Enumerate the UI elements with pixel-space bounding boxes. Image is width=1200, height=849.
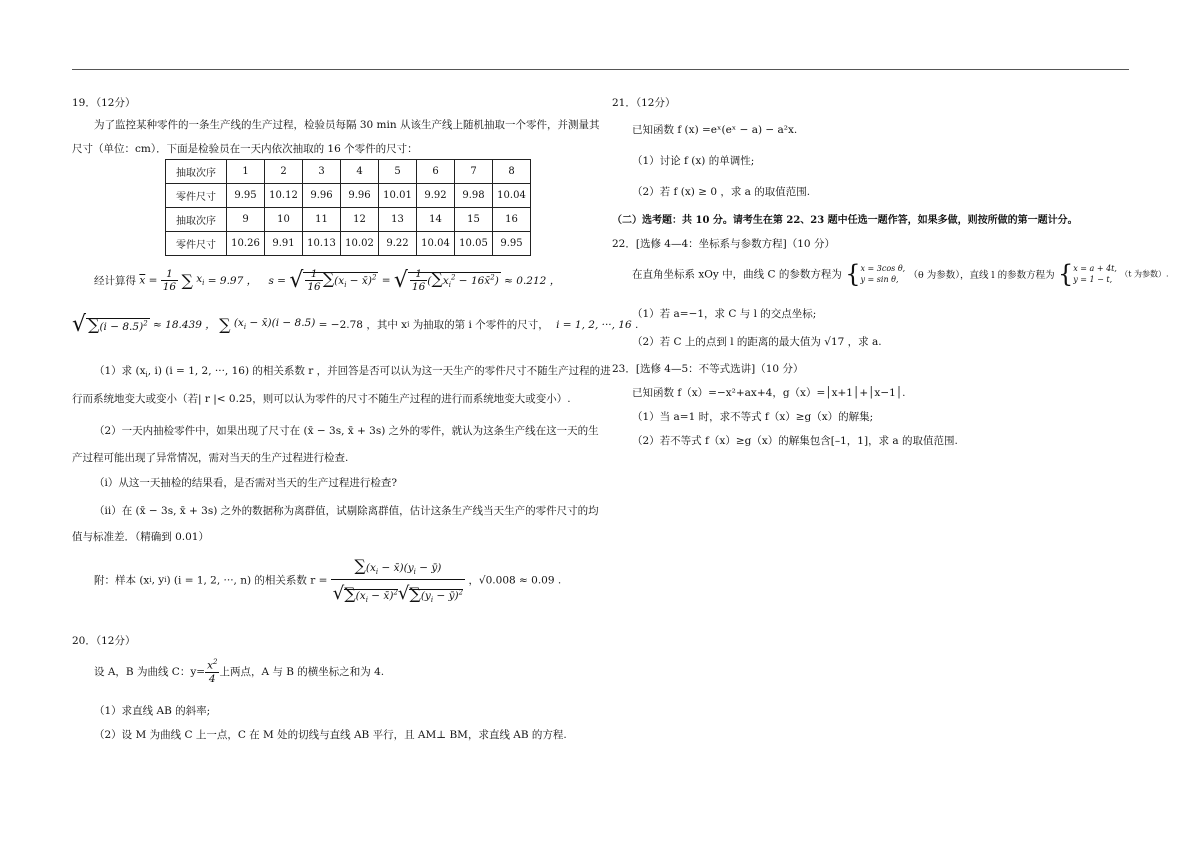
table-cell: 10.26 [227, 232, 265, 256]
q19-part2-i: （ⅰ）从这一天抽检的结果看，是否需对当天的生产过程进行检查? [94, 477, 397, 489]
q22-intro: 在直角坐标系 xOy 中，曲线 C 的参数方程为 {x = 3cos θ, y = sin θ, （θ 为参数），直线 l 的参数方程为 {x = a + 4t, y = 1 − t, （t 为参数）. [632, 260, 1169, 288]
appendix-label: ) (i = 1, 2, ···, n) 的相关系数 r = [166, 574, 328, 587]
table-cell: 9.22 [379, 232, 417, 256]
q20-part2: （2）设 M 为曲线 C 上一点，C 在 M 处的切线与直线 AB 平行，且 AM⊥ BM，求直线 AB 的方程. [94, 729, 567, 741]
q19-part1-line2: 行而系统地变大或变小（若| r |< 0.25，则可以认为零件的尺寸不随生产过程的进行而系统地变大或变小）. [72, 393, 571, 405]
table-cell: 3 [303, 160, 341, 184]
table-cell: 9.98 [455, 184, 493, 208]
table-cell: 8 [493, 160, 531, 184]
q19-intro-line2: 尺寸（单位：cm）．下面是检验员在一天内依次抽取的 16 个零件的尺寸： [72, 143, 418, 155]
table-row [166, 232, 531, 256]
table-cell: 10.02 [341, 232, 379, 256]
table-cell: 14 [417, 208, 455, 232]
line-param-system [1073, 263, 1117, 285]
table-cell: 9.96 [303, 184, 341, 208]
q22-part1: （1）若 a=−1，求 C 与 l 的交点坐标; [632, 308, 817, 320]
table-cell: 1 [227, 160, 265, 184]
q19-part2-ii-line2: 值与标准差．（精确到 0.01） [72, 531, 209, 543]
q21-heading: 21．（12分） [612, 97, 676, 109]
q19-part2-line2: 产过程可能出现了异常情况，需对当天的生产过程进行检查. [72, 452, 349, 464]
table-cell-label: 零件尺寸 [166, 232, 227, 256]
q19-intro-line1: 为了监控某种零件的一条生产线的生产过程，检验员每隔 30 min 从该生产线上随机抽取一个零件，并测量其 [94, 119, 600, 131]
table-cell: 12 [341, 208, 379, 232]
table-row [166, 208, 531, 232]
calc-note: 为抽取的第 i 个零件的尺寸， [412, 319, 549, 331]
q22-part2: （2）若 C 上的点到 l 的距离的最大值为 √17 ，求 a. [632, 336, 882, 348]
q20-intro [94, 658, 384, 692]
q19-part2-ii-line1: （ⅱ）在 (x̄ − 3s, x̄ + 3s) 之外的数据称为离群值，试剔除离群值，估计这条生产线当天生产的零件尺寸的均 [94, 505, 599, 517]
table-cell: 10.04 [417, 232, 455, 256]
table-cell: 2 [265, 160, 303, 184]
appendix-prefix: 附：样本 (x [94, 574, 150, 587]
table-cell: 16 [493, 208, 531, 232]
table-cell: 10.04 [493, 184, 531, 208]
q21-part2: （2）若 f (x) ≥ 0 ，求 a 的取值范围. [632, 186, 811, 198]
q19-part2-line1: （2）一天内抽检零件中，如果出现了尺寸在 (x̄ − 3s, x̄ + 3s) 之外的零件，就认为这条生产线在这一天的生 [94, 425, 599, 437]
calc-s-value: ≈ 0.212 ， [504, 275, 561, 287]
optional-section-heading: （二）选考题：共 10 分。请考生在第 22、23 题中任选一题作答，如果多做，则按所做的第一题计分。 [612, 215, 1078, 226]
table-cell: 10.12 [265, 184, 303, 208]
q22-heading: 22．[选修 4—4：坐标系与参数方程]（10 分） [612, 238, 835, 250]
table-row [166, 160, 531, 184]
table-cell: 13 [379, 208, 417, 232]
q23-intro: 已知函数 f（x）=−x²+ax+4，g（x）=│x+1│+│x−1│. [632, 387, 906, 399]
q20-intro-b: 上两点，A 与 B 的横坐标之和为 4. [219, 665, 385, 678]
table-cell: 9.96 [341, 184, 379, 208]
q20-intro-a: 设 A，B 为曲线 C：y= [94, 665, 206, 678]
table-cell: 9 [227, 208, 265, 232]
q21-intro: 已知函数 f (x) =eˣ(eˣ − a) − a²x. [632, 124, 798, 136]
line-param-y: y = 1 − t, [1073, 275, 1113, 284]
table-cell: 9.95 [493, 232, 531, 256]
header-rule [72, 69, 1129, 70]
table-cell-label: 零件尺寸 [166, 184, 227, 208]
table-cell: 7 [455, 160, 493, 184]
table-cell: 4 [341, 160, 379, 184]
table-cell: 6 [417, 160, 455, 184]
table-cell: 10.01 [379, 184, 417, 208]
table-cell: 9.91 [265, 232, 303, 256]
q22-intro-c: （t 为参数）. [1120, 269, 1169, 279]
table-cell-label: 抽取次序 [166, 208, 227, 232]
table-cell: 10.13 [303, 232, 341, 256]
table-row [166, 184, 531, 208]
appendix-sqrt-approx: ，√0.008 ≈ 0.09 . [468, 574, 562, 587]
curve-param-y: y = sin θ, [860, 275, 899, 284]
calc-cov-value: = −2.78 ，其中 x [318, 319, 408, 331]
q19-part1-line1: （1）求 ($x_i$, i) (i = 1, 2, ···, 16) 的相关系数 r ，并回答是否可以认为这一天生产的零件尺寸不随生产过程的进 [94, 365, 611, 380]
q19-heading: 19．（12分） [72, 97, 136, 109]
sample-table [165, 159, 531, 256]
table-cell: 10.05 [455, 232, 493, 256]
calc-line-1: 经计算得 $\overline{x}$ = $\frac{1}{16}$ ∑ $x_i = 9.97$ ， s = √ $\frac{1}{16}$ $\sum(x_i$ − x̄)$^2$ = √ $\frac{1}{16}$ ($\sum x_i^2$ − 16x̄$^2$) ≈ 0.212 ， [94, 268, 561, 293]
correlation-fraction: $\frac{\sum(x_i - x̄)(y_i - ȳ)}{√\sum(x_i - x̄)^2√\sum(y_i - ȳ)^2}$ [332, 556, 464, 605]
curve-param-x: x = 3cos θ, [860, 264, 906, 273]
table-cell: 11 [303, 208, 341, 232]
table-cell: 15 [455, 208, 493, 232]
calc-prefix: 经计算得 [94, 275, 136, 287]
table-cell-label: 抽取次序 [166, 160, 227, 184]
calc-index-range: i = 1, 2, ···, 16 . [556, 318, 639, 331]
curve-param-system [860, 263, 905, 285]
table-cell: 9.92 [417, 184, 455, 208]
q21-part1: （1）讨论 f (x) 的单调性; [632, 155, 755, 167]
appendix-formula: 附：样本 (xi, yi) (i = 1, 2, ···, n) 的相关系数 r = $\frac{\sum(x_i - x̄)(y_i - ȳ)}{√\sum(x_i - x̄)^2√\sum(y_i - ȳ)^2}$ ，√0.008 ≈ 0.09 . [94, 556, 562, 605]
calc-mean-value: = 9.97 ， [207, 275, 258, 287]
q23-part1: （1）当 a=1 时，求不等式 f（x）≥g（x）的解集; [632, 411, 874, 423]
q22-intro-a: 在直角坐标系 xOy 中，曲线 C 的参数方程为 [632, 268, 842, 281]
line-param-x: x = a + 4t, [1073, 264, 1117, 273]
fraction-1-16: $\frac{1}{16}$ [162, 268, 177, 293]
calc-sum-i-value: ≈ 18.439 ， [153, 319, 216, 331]
q22-intro-b: （θ 为参数），直线 l 的参数方程为 [908, 270, 1055, 281]
q23-heading: 23．[选修 4—5：不等式选讲]（10 分） [612, 363, 804, 375]
q20-heading: 20．（12分） [72, 635, 136, 647]
calc-line-2: √ $\sum(i - 8.5)^2 \approx 18.439$ ， ∑ ($x_i$ − x̄)(i − 8.5) = −2.78 ，其中 xi 为抽取的第 i 个零件的尺寸， i = 1, 2, ···, 16 . [72, 312, 639, 337]
x-bar-symbol: $\overline{x}$ [139, 274, 146, 287]
table-cell: 9.95 [227, 184, 265, 208]
table-cell: 10 [265, 208, 303, 232]
q23-part2: （2）若不等式 f（x）≥g（x）的解集包含[–1，1]，求 a 的取值范围. [632, 435, 958, 447]
table-cell: 5 [379, 160, 417, 184]
q20-part1: （1）求直线 AB 的斜率; [94, 705, 211, 717]
curve-fraction: $\frac{x^2}{4}$ [207, 658, 218, 685]
